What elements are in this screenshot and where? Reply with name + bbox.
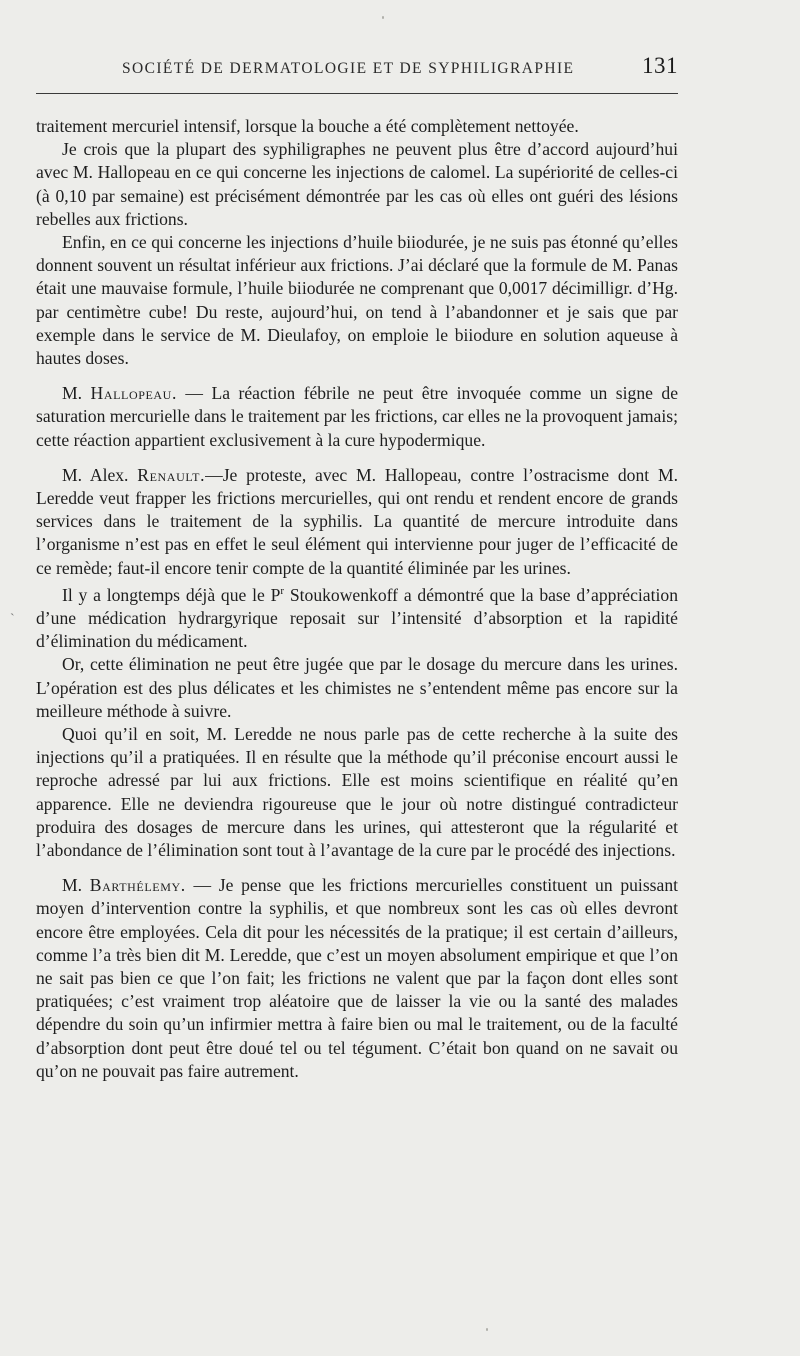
speaker-prefix: M.	[62, 383, 83, 404]
paragraph-text: Je crois que la plupart des syphiligraphes ne peuvent plus être d’accord aujourd’hui avec M. Hallopeau en ce qui concerne les injections de calomel. La supériorité de celles-ci (à 0,10 par semaine) est précisément démontrée par les cas où elles ont guéri des lésions rebelles aux frictions.	[36, 139, 678, 229]
paragraph-text: — La réaction fébrile ne peut être invoquée comme un signe de saturation mercurielle dans le traitement par les frictions, car elles ne la provoquent jamais; cette réaction appartient exclusivement à la cure hypodermique.	[36, 383, 679, 450]
paragraph-stoukowenkoff	[36, 580, 678, 653]
page-number: 131	[642, 53, 678, 78]
paragraph-huile-biiodure	[36, 231, 678, 370]
speaker-name: Hallopeau.	[90, 383, 177, 404]
body-text	[36, 115, 678, 1083]
running-head	[36, 53, 678, 86]
paragraph-calomel	[36, 138, 678, 231]
paragraph-text: — Je pense que les frictions mercurielles constituent un puissant moyen d’intervention contre la syphilis, et que nombreux sont les cas où elles devront encore être employées. Cela dit pour les nécessités de la pratique; il est certain d’ailleurs, comme l’a très bien dit M. Leredde, que c’est un moyen absolument empirique et que l’on ne sait pas bien ce que l’on fait; les frictions ne valent que par la façon dont elles sont pratiquées; c’est vraiment trop aléatoire que de laisser la vie ou la santé des malades dépendre du soin qu’un infirmier mettra à faire bien ou mal le traitement, ou de la faculté d’absorption dont peut être doué tel ou tel tégument. C’était bon quand on ne savait ou qu’on ne pouvait pas faire autrement.	[36, 875, 679, 1081]
paragraph-text: Or, cette élimination ne peut être jugée que par le dosage du mercure dans les urines. L’opération est des plus délicates et les chimistes ne s’entendent même pas encore sur la meilleure méthode à suivre.	[36, 654, 678, 721]
speaker-prefix: M. Alex.	[62, 464, 129, 485]
paragraph-leredde-injections	[36, 723, 678, 862]
speaker-name: Barthélemy.	[89, 875, 186, 896]
speaker-prefix: M.	[62, 875, 83, 896]
paragraph-barthelemy	[36, 874, 678, 1083]
paragraph-continuation	[36, 115, 678, 138]
paragraph-text: Quoi qu’il en soit, M. Leredde ne nous parle pas de cette recherche à la suite des injections qu’il a pratiquées. Il en résulte que la méthode qu’il préconise encourt aussi le reproche adressé par lui aux frictions. Elle est moins scientifique en réalité qu’en apparence. Elle ne deviendra rigoureuse que le jour où notre distingué contradicteur produira des dosages de mercure dans les urines, qui attesteront que la régularité et l’abondance de l’élimination sont tout à l’avantage de la cure par le procédé des injections.	[36, 723, 678, 860]
paragraph-text-start: Il y a longtemps déjà que le P	[62, 584, 281, 605]
header-rule	[36, 93, 678, 94]
paper-speck	[382, 16, 384, 19]
paragraph-elimination	[36, 653, 678, 723]
paragraph-text: Enfin, en ce qui concerne les injections d’huile biiodurée, je ne suis pas étonné qu’elles donnent souvent un résultat inférieur aux frictions. J’ai déclaré que la formule de M. Panas était une mauvaise formule, l’huile biiodurée ne comprenant que 0,0017 décimilligr. d’Hg. par centimètre cube! Du reste, aujourd’hui, on tend à l’abandonner et je sais que par exemple dans le service de M. Dieulafoy, on emploie le biiodure en solution aqueuse à hautes doses.	[36, 232, 678, 369]
paragraph-text: Stoukowenkoff a démontré que la base d’appréciation d’une médication hydrargyrique reposait sur l’intensité d’absorption et la rapidité d’élimination du médicament.	[36, 584, 678, 652]
paragraph-renault	[36, 464, 678, 580]
paragraph-hallopeau	[36, 382, 678, 452]
paragraph-text: traitement mercuriel intensif, lorsque la bouche a été complètement nettoyée.	[36, 116, 579, 136]
paper-speck	[486, 1328, 488, 1331]
running-title: SOCIÉTÉ DE DERMATOLOGIE ET DE SYPHILIGRAPHIE	[122, 60, 575, 77]
margin-mark: `	[10, 612, 15, 627]
speaker-name: Renault.	[137, 464, 206, 485]
paragraph-text: —Je proteste, avec M. Hallopeau, contre l’ostracisme dont M. Leredde veut frapper les frictions mercurielles, qui ont rendu et rendent encore de grands services dans le traitement de la syphilis. La quantité de mercure introduite dans l’organisme n’est pas en effet le seul élément qui intervienne pour juger de l’efficacité de ce remède; faut-il encore tenir compte de la quantité éliminée par les urines.	[36, 464, 678, 578]
superscript: r	[280, 584, 285, 597]
